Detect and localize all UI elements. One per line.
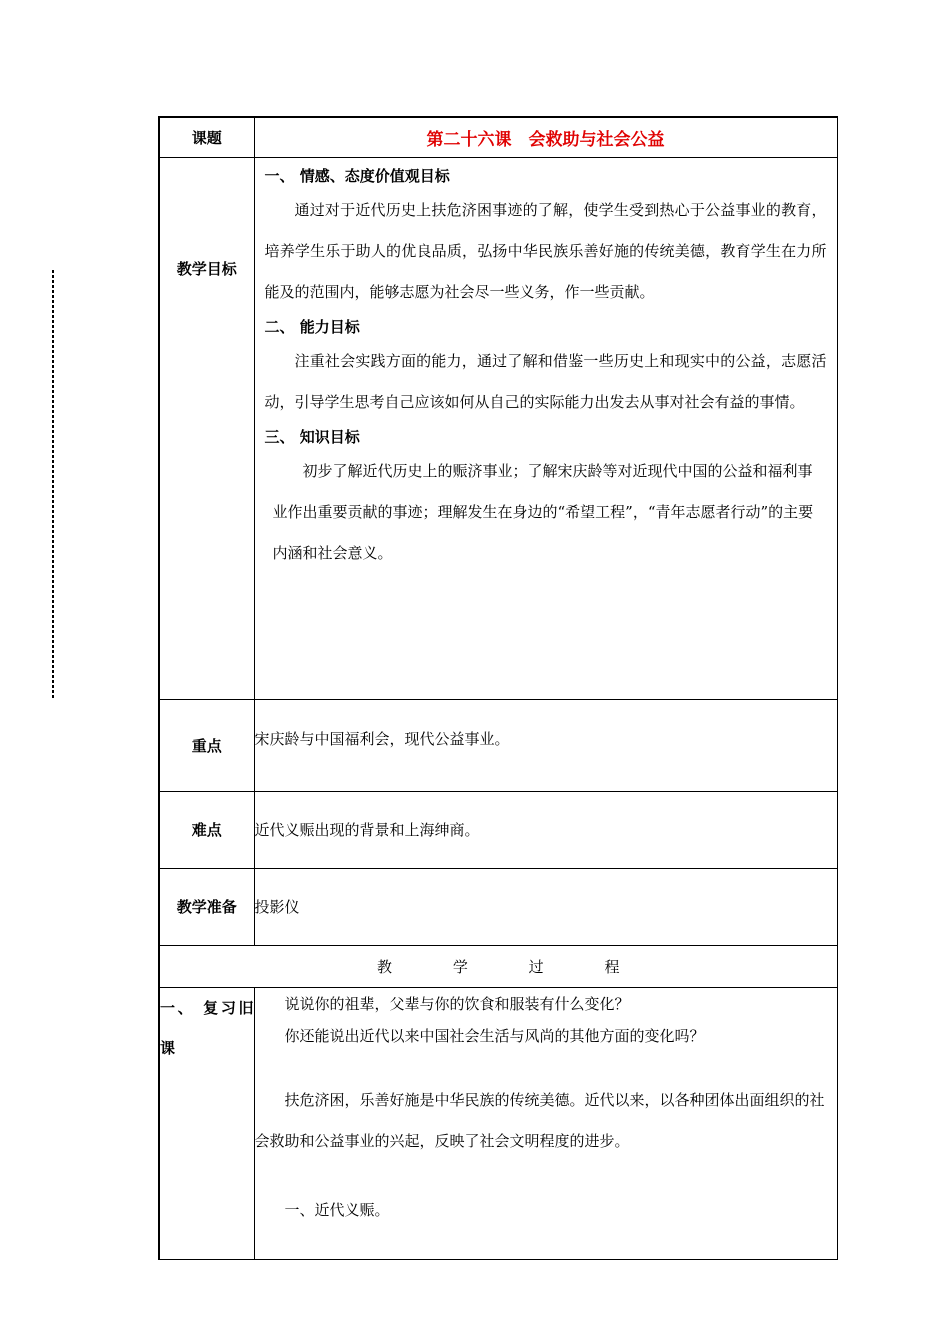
difficulty-row (159, 791, 837, 868)
process-char: 学 (452, 957, 468, 976)
review-row (159, 987, 837, 1259)
topic-label: 课题 (159, 117, 254, 157)
objectives-label: 教学目标 (159, 157, 254, 699)
objective-text-1: 通过对于近代历史上扶危济困事迹的了解，使学生受到热心于公益事业的教育，培养学生乐于助人的优良品质，弘扬中华民族乐善好施的传统美德，教育学生在力所能及的范围内，能够志愿为社会尽一些义务，作一些贡献。 (264, 200, 827, 301)
review-intro: 扶危济困，乐善好施是中华民族的传统美德。近代以来，以各种团体出面组织的社会救助和公益事业的兴起，反映了社会文明程度的进步。 (254, 1090, 825, 1150)
objectives-row (159, 157, 837, 699)
objective-text-3: 初步了解近代历史上的赈济事业；了解宋庆龄等对近现代中国的公益和福利事业作出重要贡献的事迹；理解发生在身边的“希望工程”，“青年志愿者行动”的主要内涵和社会意义。 (272, 461, 814, 562)
difficulty-text: 近代义赈出现的背景和上海绅商。 (254, 791, 837, 868)
title-row (159, 117, 837, 157)
process-heading (159, 945, 837, 987)
section-heading: 一、近代义赈。 (284, 1200, 390, 1219)
objective-text-2: 注重社会实践方面的能力，通过了解和借鉴一些历史上和现实中的公益，志愿活动，引导学生思考自己应该如何从自己的实际能力出发去从事对社会有益的事情。 (264, 351, 827, 411)
preparation-text: 投影仪 (254, 868, 837, 945)
process-char: 程 (604, 957, 620, 976)
review-label: 一、 复习旧课 (159, 987, 254, 1259)
key-point-label: 重点 (159, 699, 254, 791)
review-content (254, 987, 837, 1259)
key-point-row (159, 699, 837, 791)
objective-heading-1: 一、 情感、态度价值观目标 (264, 166, 450, 185)
process-row (159, 945, 837, 987)
difficulty-label: 难点 (159, 791, 254, 868)
lesson-plan-table (158, 116, 838, 1260)
review-question-2: 你还能说出近代以来中国社会生活与风尚的其他方面的变化吗？ (284, 1026, 705, 1045)
objectives-content (254, 157, 837, 699)
binding-dashed-line (52, 270, 54, 700)
preparation-label: 教学准备 (159, 868, 254, 945)
key-point-text: 宋庆龄与中国福利会，现代公益事业。 (254, 699, 837, 791)
preparation-row (159, 868, 837, 945)
objective-heading-3: 三、 知识目标 (264, 427, 360, 446)
review-question-1: 说说你的祖辈，父辈与你的饮食和服装有什么变化？ (284, 994, 630, 1013)
objective-heading-2: 二、 能力目标 (264, 317, 360, 336)
lesson-title: 第二十六课 会救助与社会公益 (254, 117, 837, 157)
process-char: 过 (528, 957, 544, 976)
process-char: 教 (377, 957, 393, 976)
